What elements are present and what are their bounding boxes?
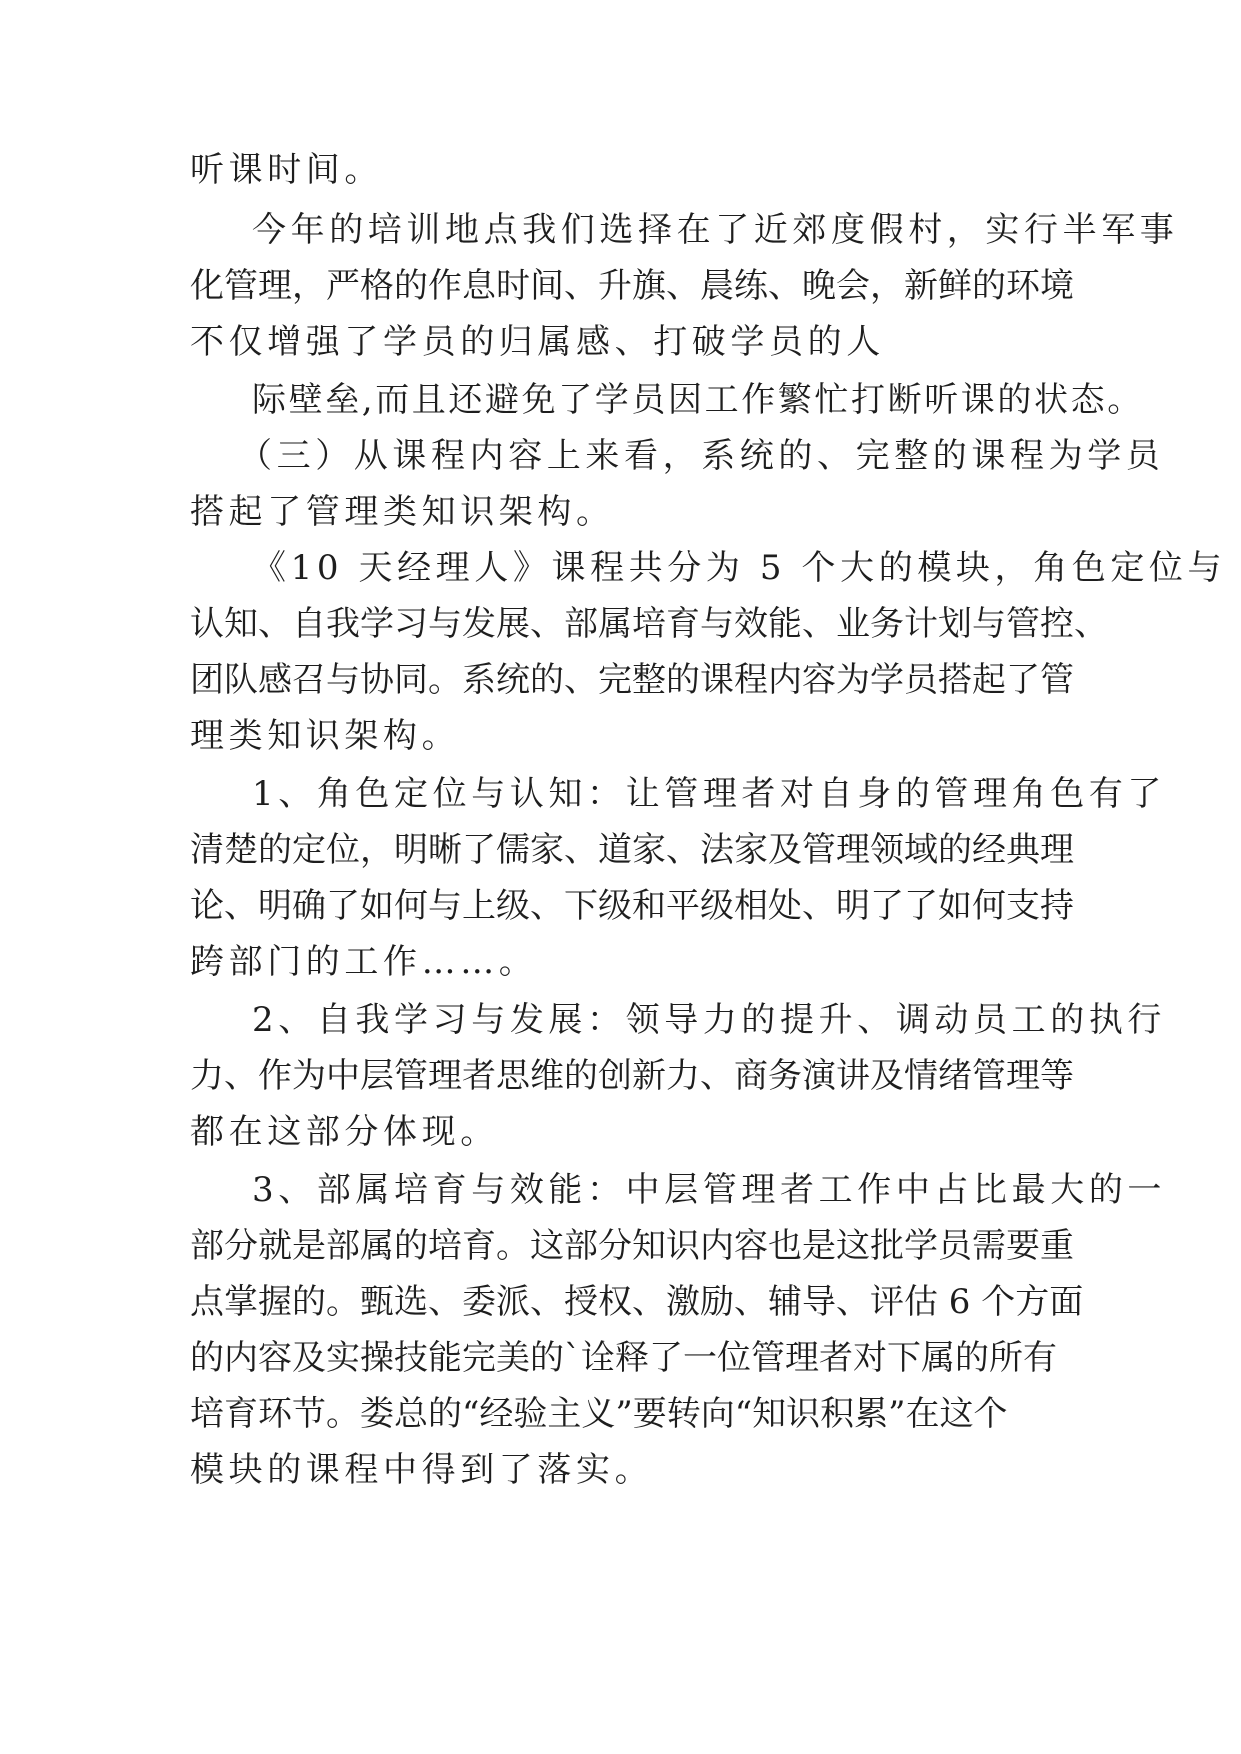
paragraph-course-modules: 《10 天经理人》课程共分为 5 个大的模块，角色定位与 [252,548,1227,588]
text-line: 的内容及实操技能完美的`诠释了一位管理者对下属的所有 [190,1338,1057,1378]
text-line: 培育环节。娄总的“经验主义”要转向“知识积累”在这个 [190,1394,1008,1434]
text-line: 模块的课程中得到了落实。 [190,1450,654,1490]
text-line: 团队感召与协同。系统的、完整的课程内容为学员搭起了管 [190,660,1074,700]
text-line: 清楚的定位，明晰了儒家、道家、法家及管理领域的经典理 [190,830,1074,870]
text-line: 际壁垒,而且还避免了学员因工作繁忙打断听课的状态。 [252,380,1144,420]
text-line: 部分就是部属的培育。这部分知识内容也是这批学员需要重 [190,1226,1074,1266]
text-line-continuation: 听课时间。 [190,150,383,190]
paragraph-module-3: 3、部属培育与效能：中层管理者工作中占比最大的一 [252,1170,1167,1210]
text-line: 不仅增强了学员的归属感、打破学员的人 [190,322,885,362]
text-line: 力、作为中层管理者思维的创新力、商务演讲及情绪管理等 [190,1056,1074,1096]
section-heading-course-content: （三）从课程内容上来看，系统的、完整的课程为学员 [238,436,1165,476]
text-line: 理类知识架构。 [190,716,461,756]
text-line: 搭起了管理类知识架构。 [190,492,615,532]
text-line: 点掌握的。甄选、委派、授权、激励、辅导、评估 6 个方面 [190,1282,1084,1322]
paragraph-module-1: 1、角色定位与认知：让管理者对自身的管理角色有了 [252,774,1167,814]
text-line: 论、明确了如何与上级、下级和平级相处、明了了如何支持 [190,886,1074,926]
text-line: 都在这部分体现。 [190,1112,499,1152]
text-line: 跨部门的工作……。 [190,942,538,982]
text-line: 认知、自我学习与发展、部属培育与效能、业务计划与管控、 [190,604,1108,644]
paragraph-training-location: 今年的培训地点我们选择在了近郊度假村，实行半军事 [252,210,1179,250]
text-line: 化管理，严格的作息时间、升旗、晨练、晚会，新鲜的环境 [190,266,1074,306]
paragraph-module-2: 2、自我学习与发展：领导力的提升、调动员工的执行 [252,1000,1167,1040]
